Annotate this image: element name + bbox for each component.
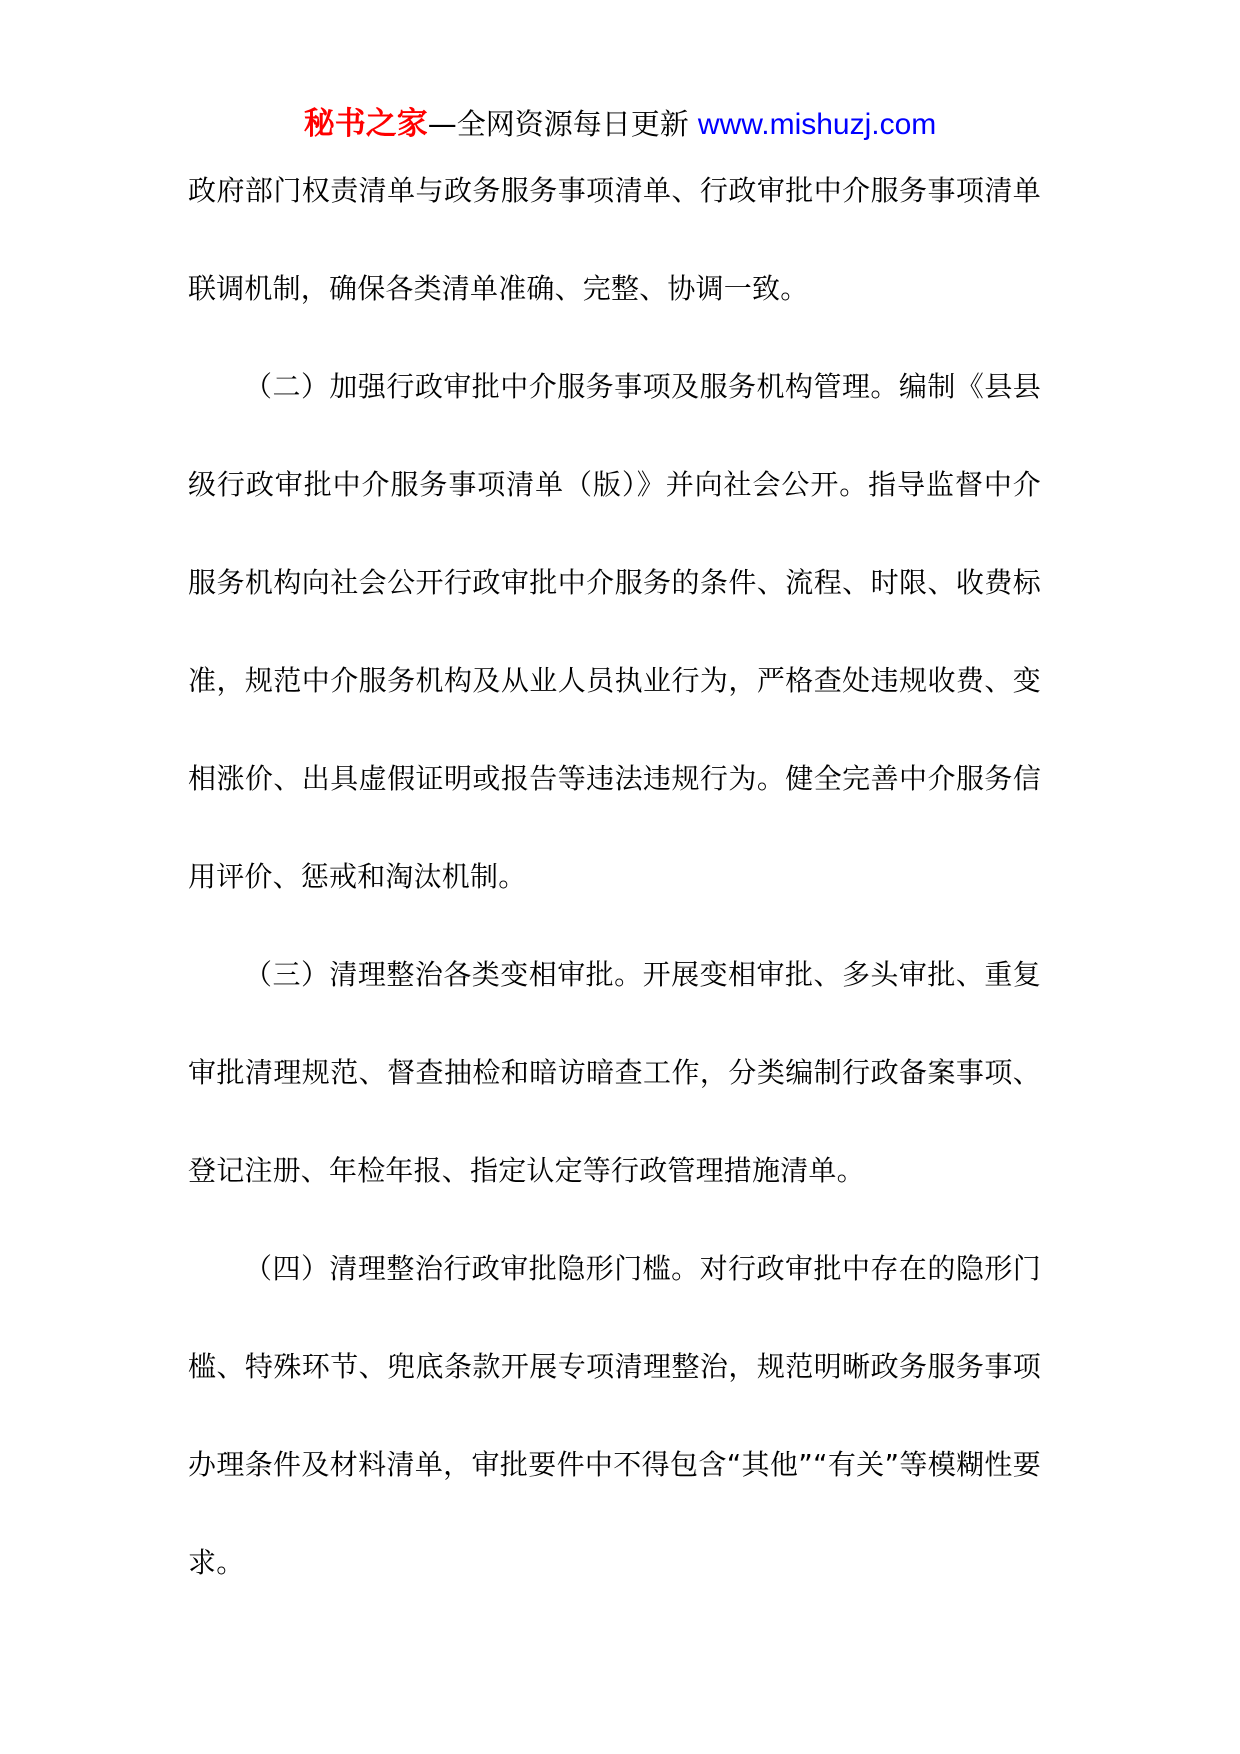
site-url[interactable]: www.mishuzj.com (697, 108, 937, 141)
paragraph-section-4: （四）清理整治行政审批隐形门槛。对行政审批中存在的隐形门槛、特殊环节、兜底条款开展专项清理整治，规范明晰政务服务事项办理条件及材料清单，审批要件中不得包含“其他”“有关”等模糊性要求。 (188, 1252, 1041, 1579)
page-header (0, 104, 1240, 145)
paragraph-continuation: 政府部门权责清单与政务服务事项清单、行政审批中介服务事项清单联调机制，确保各类清单准确、完整、协调一致。 (188, 174, 1041, 305)
paragraph-section-3: （三）清理整治各类变相审批。开展变相审批、多头审批、重复审批清理规范、督查抽检和暗访暗查工作，分类编制行政备案事项、登记注册、年检年报、指定认定等行政管理措施清单。 (188, 958, 1041, 1187)
paragraph-section-2: （二）加强行政审批中介服务事项及服务机构管理。编制《县县级行政审批中介服务事项清单（版）》并向社会公开。指导监督中介服务机构向社会公开行政审批中介服务的条件、流程、时限、收费标准，规范中介服务机构及从业人员执业行为，严格查处违规收费、变相涨价、出具虚假证明或报告等违法违规行为。健全完善中介服务信用评价、惩戒和淘汰机制。 (188, 370, 1041, 893)
site-brand: 秘书之家 (303, 106, 428, 142)
document-body (188, 168, 1041, 1612)
site-tagline: —全网资源每日更新 (427, 107, 698, 141)
